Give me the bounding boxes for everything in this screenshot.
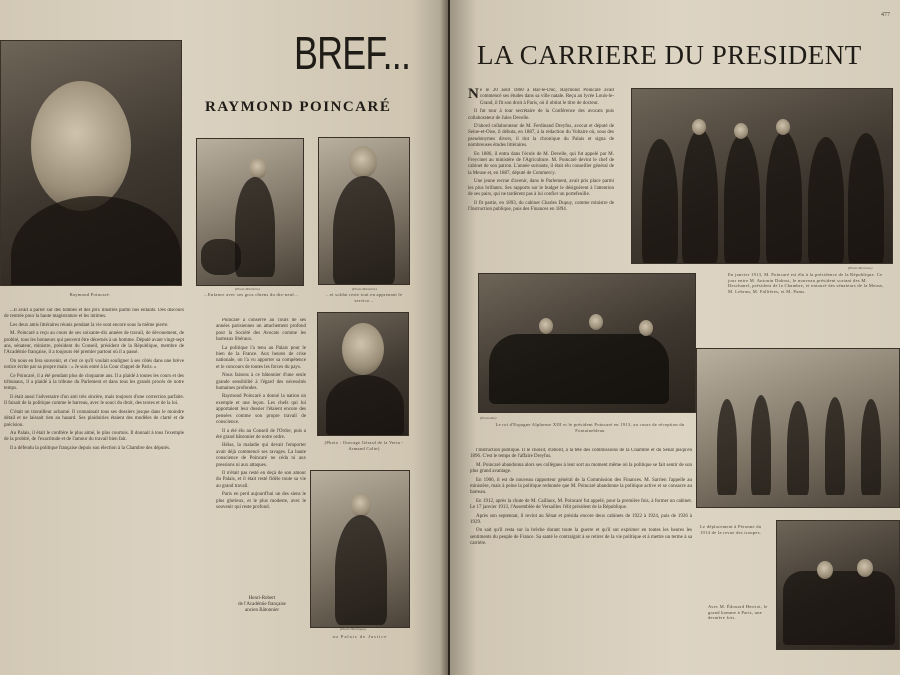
paragraph: Poincaré a conservé au cours de ses années parisiennes un attachement profond pour la Société des Avocats comme les barreaux libéraux. — [216, 318, 306, 343]
paragraph: On sait qu'il resta sur la brèche durant toute la guerre et qu'il sut exprimer en toutes les heures les sentiments du peuple de France. Sa santé le contraignit à se retirer de la vie politique et à mettre un terme à sa carrière. — [470, 528, 692, 547]
paragraph: Il fut tour à tour secrétaire de la Conférence des avocats puis collaborateur de Jules Develle. — [468, 109, 614, 121]
paragraph: Il a été élu au Conseil de l'Ordre, puis a été grand bâtonnier de notre ordre. — [216, 428, 306, 440]
photo-caption: Le déplacement à Péronne du 1914 de la revue des troupes. — [700, 524, 762, 535]
soldier-photo — [318, 137, 410, 285]
paragraph: Ce Poincaré, il a été pendant plus de cinquante ans. Il a plaidé à toutes les cours et des tribunaux, il a plaidé à la tribune du Parlement et dans tous les grands procès de notre temps. — [4, 373, 184, 392]
photo-credit: (Photo Ministère) — [235, 287, 260, 291]
article-column-1 — [4, 308, 184, 638]
page-number: 477 — [881, 12, 890, 18]
group-photo — [631, 88, 893, 264]
paragraph: C'était un travailleur acharné. Il connaissait tous ses dossiers jusque dans le moindre détail et ne laissait rien au hasard. Ses plaidoiries étaient des modèles de clarté et de précision. — [4, 409, 184, 428]
young-portrait-photo — [317, 312, 409, 436]
page-title: BREF... — [294, 27, 411, 79]
article-column-1 — [468, 88, 614, 258]
photo-credit: (Photo Rol) — [480, 416, 497, 420]
article-column-2 — [216, 318, 306, 588]
paragraph: Il a défendu la politique française depuis son élection à la Chambre des députés. — [10, 445, 171, 451]
photo-caption: au Palais de Justice — [332, 634, 388, 639]
article-signature: Henri-Robert de l'Académie française ancien Bâtonnier — [238, 596, 286, 613]
photo-caption: (Photo : Ouvrage Gérard de la Vertu - Armand Colin) — [324, 440, 404, 451]
photo-caption: Le roi d'Espagne Alphonse XIII et le président Poincaré en 1913, au cours de réception du Fontainebleau — [495, 422, 685, 433]
paragraph: Il n'était pas resté en deçà de son amour du Palais, et il était resté fidèle toute sa vie au grand travail. — [216, 470, 306, 489]
childhood-photo — [196, 138, 304, 286]
paragraph: Paris en perd aujourd'hui un des siens le plus glorieux, et le plus modeste, avec le souvenir qui reste profond. — [216, 492, 306, 510]
photo-caption: ...Enfance avec ses gros chiens du dix-neuf... — [203, 292, 299, 297]
paragraph: M. Poincaré a reçu au cours de ses soixante-dix années de travail, de dévouement, de probité, tous les honneurs qui peuvent être décernés à un homme. Député avant vingt-sept ans, sénateur, ministre, président du Conseil, président de la République, membre de l'Académie française, il a toujours été premier partout où il a passé. — [4, 331, 184, 356]
parade-photo — [696, 348, 900, 508]
page-title: LA CARRIERE DU PRESIDENT — [477, 40, 862, 70]
paragraph-text: é le 20 août 1860 à Bar-le-Duc, Raymond Poincaré avait commencé ses études dans sa ville natale. Reçu au lycée Louis-le-Grand, il fit son droit à Paris, où il obtint le titre de docteur. — [479, 88, 614, 106]
paragraph: Il fit partie, en 1893, du cabinet Charles Dupuy, comme ministre de l'Instruction publique, puis des Finances en 1894. — [468, 200, 614, 212]
car-photo — [776, 520, 900, 650]
photo-credit: (Photo Harlingue) — [340, 627, 366, 631]
article-column-2 — [470, 448, 692, 663]
paragraph: Hélas, la maladie qui devait l'emporter avait déjà commencé ses ravages. La haute conscience de Poincaré ne céda ni aux pressions ni aux attaques. — [216, 443, 306, 468]
paragraph: En 1906, il est de nouveau rapporteur général de la Commission des Finances. M. Sarrien l'appelle au ministère, mais à peine la politique redonnée que M. Poincaré abandonne la politique active et se consacre au barreau. — [470, 477, 692, 496]
paragraph: Nous faisons à ce bâtonnier d'une seule grande sensibilité à l'égard des nécessités humaines profondes. — [216, 373, 306, 392]
page-subtitle: RAYMOND POINCARÉ — [205, 99, 392, 115]
carriage-photo — [478, 273, 696, 413]
right-page — [450, 0, 900, 675]
photo-caption: ...et soldat reste tout en apprenant le service... — [325, 292, 403, 303]
paragraph: D'abord collaborateur de M. Ferdinand Dreyfus, avocat et député de Seine-et-Oise, il débuta, en 1887, à la rédaction du Voltaire où, sous des pseudonymes divers, il tint la chronique du Palais et signa de nombreuses études littéraires. — [468, 124, 614, 149]
paragraph: Une jeune recrue d'avenir, dans le Parlement, avait pris place parmi les plus brillants. Ses rapports sur le budget le désignèrent à l'attention de ses pairs, qui ne tardèrent pas à lui confier un portefeuille. — [468, 179, 614, 198]
portrait-photo — [0, 40, 182, 286]
lead-paragraph — [468, 88, 614, 107]
paragraph: Après son septennat, il revint au Sénat et présida encore deux cabinets de 1922 à 1924, puis de 1926 à 1929. — [470, 513, 692, 526]
paragraph: Raymond Poincaré a donné la nation un exemple et une leçon. Les chefs qui lui apportaient leur dossier l'étaient encore des pensées comme son propre travail de conscience. — [216, 394, 306, 426]
photo-credit: (Photo Ministère) — [352, 287, 377, 291]
paragraph: Les deux amis littéraires réunis pendant la vie sont encore sous la même pierre. — [10, 322, 169, 328]
paragraph: l'Instruction publique. Il le choisit, d'abord, à la tête des commissions de la Chambre et du Sénat jusqu'en 1896. C'est le temps de l'affaire Dreyfus. — [470, 448, 692, 460]
paragraph: On nous en fera souvenir, et c'est ce qu'il voulait souligner à ses côtés dans une brève notice écrite par sa propre main : « Je suis entré à la Cour d'appel de Paris. » — [4, 358, 184, 371]
paragraph: La politique l'a tenu au Palais pour le bien de la France. Aux heures de crise nationale, on l'a vu apporter sa compétence et le concours de toutes les forces du pays. — [216, 345, 306, 370]
photo-caption: En janvier 1913, M. Poincaré est élu à la présidence de la République. Ce jour entre M. Antonin Dubost, le nouveau président sortant des M. Deschanel, président de la Chambre, et entouré des sénateurs de la Meuse, M. Lebrun, M. Fallières, et M. Pams. — [728, 272, 884, 294]
paragraph: En 1886, il entra dans l'école de M. Develle, qui fut appelé par M. Freycinet au ministère de l'Agriculture. M. Poincaré devint le chef de cabinet de son patron. L'année suivante, il était élu conseiller général de la Meuse et, en 1887, député de Commercy. — [468, 151, 614, 176]
dropcap: N — [468, 88, 479, 102]
photo-credit: (Photo Meurisse) — [848, 266, 873, 270]
paragraph: En 1912, après la chute de M. Caillaux, M. Poincaré fut appelé, pour la première fois, à former un cabinet. Le 17 janvier 1913, l'Assemblée de Versailles l'élit président de la République. — [470, 498, 692, 511]
left-page — [0, 0, 448, 675]
paragraph: Il était aussi l'adversaire d'un ami très sincère, mais toujours d'une correction parfaite. Il faisait de la politique comme le barreau, avec le souci du droit, des textes et de la loi. — [4, 394, 184, 407]
photo-caption: Avec M. Édouard Herriot, le grand homme à Paris, une dernière fois. — [708, 604, 768, 620]
portrait-caption: Raymond Poincaré. — [69, 292, 111, 297]
paragraph: Au Palais, il était le confrère le plus aimé, le plus courtois. Il donnait à tous l'exemple de la probité, de l'exactitude et de l'amour du travail bien fait. — [4, 430, 184, 443]
paragraph: M. Poincaré abandonna alors ses collègues à leur sort au moment même où la politique se fait sentir de son plus grand avantage. — [470, 462, 692, 475]
lawyer-photo — [310, 470, 410, 628]
paragraph: ...Il avait à parler sur des tombes et des prix illustres parmi nos enfants. Des discours de rentrée pour la haute magistrature et les intimes. — [4, 308, 184, 320]
